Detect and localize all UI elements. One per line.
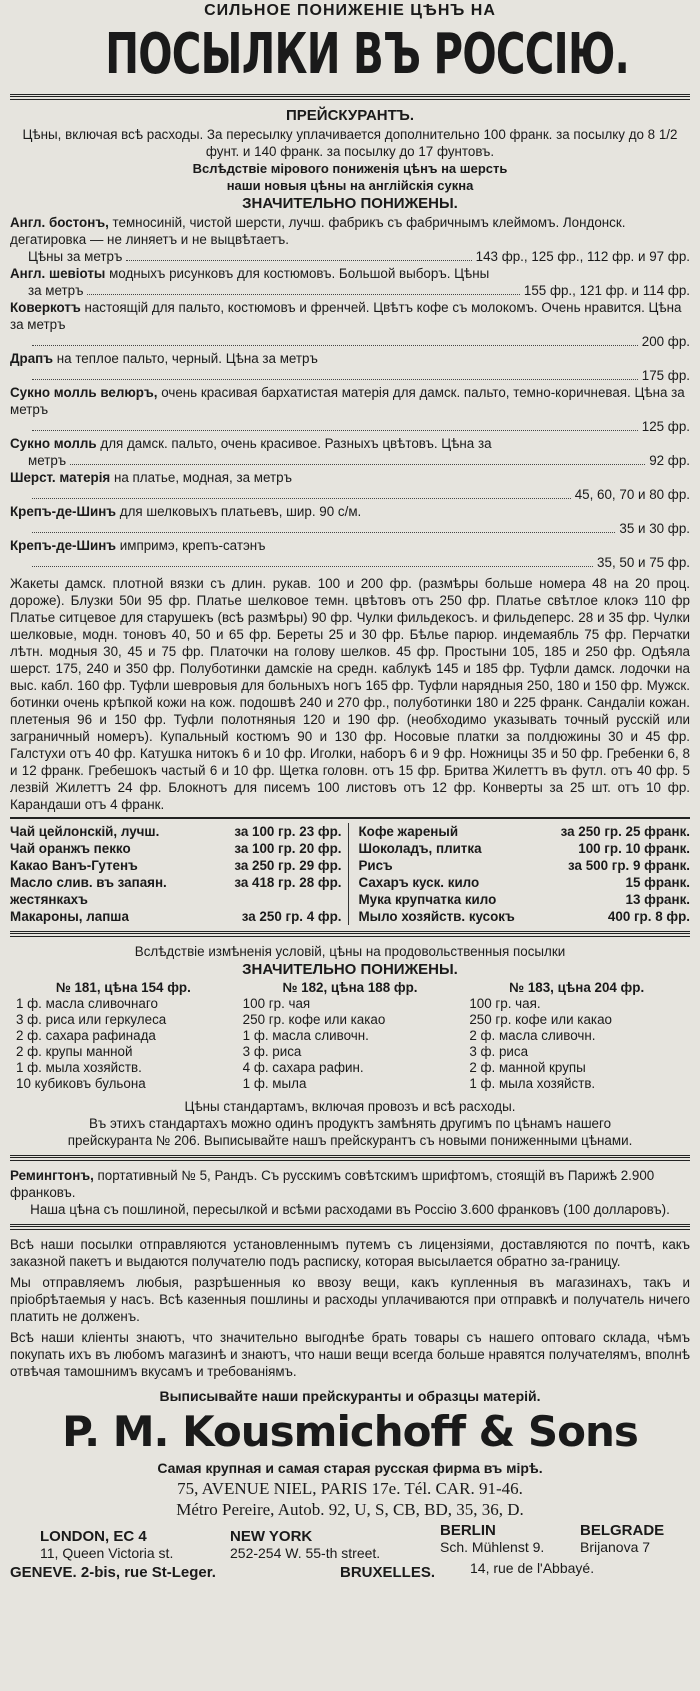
cloth-price-row xyxy=(10,418,690,435)
office-berlin-addr: Sch. Mühlenst 9. xyxy=(440,1539,545,1555)
food-name: Мыло хозяйств. кусокъ xyxy=(358,909,515,924)
brand-name: P. M. Kousmichoff & Sons xyxy=(62,1407,638,1456)
office-bruxelles-city: BRUXELLES. xyxy=(340,1564,436,1581)
parcel-line: 100 гр. чая xyxy=(242,996,311,1011)
pricelist-note-1: Вслѣдствiе мiрового пониженiя цѣнъ на шерсть xyxy=(192,161,508,176)
cloth-desc: модныхъ рисунковъ для костюмовъ. Большой выборъ. Цѣны xyxy=(109,266,490,281)
cloth-price: 155 фр., 121 фр. и 114 фр. xyxy=(523,283,690,298)
food-row xyxy=(359,840,691,857)
cloth-price-label xyxy=(10,554,28,571)
food-qty: за 250 гр. xyxy=(560,824,622,839)
divider xyxy=(10,931,690,937)
cloth-list xyxy=(10,214,690,571)
food-row xyxy=(10,857,342,874)
cloth-name: Сукно молль xyxy=(10,436,97,451)
cloth-price: 143 фр., 125 фр., 112 фр. и 97 фр. xyxy=(475,249,690,264)
food-row xyxy=(10,823,342,840)
office-bruxelles xyxy=(340,1564,435,1581)
leader-dots xyxy=(32,554,593,567)
divider xyxy=(10,1155,690,1161)
address-line-1: 75, AVENUE NIEL, PARIS 17e. Tél. CAR. 91-46. xyxy=(177,1479,523,1498)
info-paragraph: Мы отправляемъ любыя, разрѣшенныя ко ввозу вещи, какъ купленныя въ магазинахъ, такъ и прiобрѣтаемыя у насъ. Всѣ казенныя пошлины и расходы уплачиваются при отправкѣ и получатель ничего платить не долженъ. xyxy=(10,1275,690,1324)
remington-name: Ремингтонъ, xyxy=(10,1168,94,1183)
remington-text xyxy=(10,1167,690,1201)
parcel-line: 100 гр. чая. xyxy=(469,996,541,1011)
cloth-price-row xyxy=(10,333,690,350)
food-qty: 400 гр. xyxy=(607,909,652,924)
parcel-line: 2 ф. сахара рафинада xyxy=(16,1028,156,1043)
office-geneve xyxy=(10,1564,216,1581)
office-bruxelles-addr: 14, rue de l'Abbayé. xyxy=(470,1560,595,1576)
parcel-title: № 183, цѣна 204 фр. xyxy=(509,980,645,995)
cloth-price: 125 фр. xyxy=(641,419,690,434)
cloth-desc: очень красивая бархатистая матерiя для дамск. пальто, темно-коричневая. Цѣна за метръ xyxy=(10,385,685,417)
cloth-name: Крепъ-де-Шинъ xyxy=(10,504,117,519)
cloth-price: 45, 60, 70 и 80 фр. xyxy=(574,487,690,502)
cloth-price-row xyxy=(10,486,690,503)
leader-dots xyxy=(32,486,571,499)
food-price: 25 франк. xyxy=(625,824,690,839)
parcel-line: 1 ф. масла сливочн. xyxy=(242,1028,369,1043)
parcel-standard xyxy=(10,980,237,1092)
food-name: Какао Ванъ-Гутенъ xyxy=(10,858,138,873)
cloth-price: 92 фр. xyxy=(649,453,690,468)
parcel-line: 2 ф. масла сливочн. xyxy=(469,1028,596,1043)
parcels-note-2: Въ этихъ стандартахъ можно одинъ продуктъ замѣнять другимъ по цѣнамъ нашего прейскуранта № 206. Выписывайте нашъ прейскурантъ съ новыми пониженными цѣнами. xyxy=(67,1116,633,1148)
cloth-name: Коверкотъ xyxy=(10,300,81,315)
cloth-price-label: метръ xyxy=(28,453,67,468)
parcel-line: 4 ф. сахара рафин. xyxy=(242,1060,364,1075)
leader-dots xyxy=(32,520,615,533)
office-berlin-city: BERLIN xyxy=(440,1522,496,1539)
cloth-name: Сукно молль велюръ, xyxy=(10,385,158,400)
cloth-name: Англ. шевiоты xyxy=(10,266,106,281)
cloth-item xyxy=(10,469,690,503)
food-price: 23 фр. xyxy=(299,824,342,839)
office-belgrade-addr: Brijanova 7 xyxy=(580,1539,651,1555)
parcel-standard xyxy=(237,980,464,1092)
food-price: 29 фр. xyxy=(299,858,342,873)
cloth-item xyxy=(10,299,690,350)
cloth-item xyxy=(10,503,690,537)
food-price: 9 франк. xyxy=(632,858,690,873)
divider xyxy=(10,94,690,100)
food-qty: за 500 гр. xyxy=(568,858,630,873)
leader-dots xyxy=(87,282,519,295)
cloth-price: 35, 50 и 75 фр. xyxy=(597,555,690,570)
parcel-line: 1 ф. масла сливочнаго xyxy=(16,996,158,1011)
cloth-item xyxy=(10,350,690,384)
footer-call: Выписывайте наши прейскуранты и образцы матерiй. xyxy=(159,1388,541,1404)
cloth-price-label xyxy=(10,367,28,384)
parcel-standards xyxy=(10,980,690,1092)
parcels-note-1: Цѣны стандартамъ, включая провозъ и всѣ расходы. xyxy=(184,1099,516,1114)
office-london-city: LONDON, EC 4 xyxy=(40,1528,147,1545)
food-row xyxy=(359,823,691,840)
food-price: 20 фр. xyxy=(299,841,342,856)
cloth-item xyxy=(10,435,690,469)
food-column-left xyxy=(10,823,349,925)
cloth-desc: настоящiй для пальто, костюмовъ и френчей. Цвѣтъ кофе съ молокомъ. Очень нравится. Цѣна за метръ xyxy=(10,300,682,332)
cloth-name: Крепъ-де-Шинъ xyxy=(10,538,117,553)
leader-dots xyxy=(126,248,471,261)
cloth-price-label xyxy=(10,486,28,503)
info-paragraph: Всѣ наши клiенты знаютъ, что значительно выгоднѣе брать товары съ нашего оптоваго склада, чѣмъ покупать ихъ въ любомъ магазинѣ и знаютъ, что наши вещи всегда больше нравятся получателямъ, вполнѣ отвѣчая тамошнимъ вкусамъ и требованiямъ. xyxy=(10,1330,690,1379)
cloth-item xyxy=(10,537,690,571)
office-newyork-city: NEW YORK xyxy=(230,1528,313,1545)
parcel-line: 10 кубиковъ бульона xyxy=(16,1076,146,1091)
food-price: 8 фр. xyxy=(655,909,690,924)
food-price: 28 фр. xyxy=(299,875,342,890)
pricelist-intro: Цѣны, включая всѣ расходы. За пересылку уплачивается дополнительно 100 франк. за посылку до 8 1/2 фунт. и 140 франк. за посылку до 17 фунтовъ. xyxy=(22,127,678,159)
food-qty: за 100 гр. xyxy=(234,824,296,839)
food-name: Масло слив. въ запаян. жестянкахъ xyxy=(10,875,167,907)
food-qty: 100 гр. xyxy=(578,841,622,856)
food-price: 13 франк. xyxy=(625,892,690,907)
parcels-intro-2: ЗНАЧИТЕЛЬНО ПОНИЖЕНЫ. xyxy=(242,961,458,978)
food-table xyxy=(10,823,690,925)
cloth-price-label xyxy=(10,418,28,435)
food-qty: за 250 гр. xyxy=(234,858,296,873)
info-block xyxy=(10,1236,690,1380)
food-name: Чай оранжъ пекко xyxy=(10,841,131,856)
cloth-desc: темносинiй, чистой шерсти, лучш. фабрикъ съ фабричнымъ клеймомъ. Лондонск. дегатировка — не линяетъ и не выцвѣтаетъ. xyxy=(10,215,626,247)
offices xyxy=(10,1520,690,1620)
office-newyork-addr: 252-254 W. 55-th street. xyxy=(230,1545,381,1561)
food-row xyxy=(10,840,342,857)
brand-tagline: Самая крупная и самая старая русская фирма въ мiрѣ. xyxy=(157,1460,543,1476)
office-belgrade-city: BELGRADE xyxy=(580,1522,665,1539)
parcel-line: 1 ф. мыла хозяйств. xyxy=(16,1060,142,1075)
food-row xyxy=(359,874,691,891)
food-qty: за 418 гр. xyxy=(234,875,296,890)
office-belgrade xyxy=(580,1522,664,1555)
pricelist-title: ПРЕЙСКУРАНТЪ. xyxy=(286,107,414,124)
cloth-desc: на теплое пальто, черный. Цѣна за метръ xyxy=(56,351,318,366)
parcel-line: 3 ф. риса xyxy=(469,1044,529,1059)
parcel-line: 1 ф. мыла xyxy=(242,1076,307,1091)
remington-price: Наша цѣна съ пошлиной, пересылкой и всѣми расходами въ Россiю 3.600 франковъ (100 долларовъ). xyxy=(30,1202,670,1217)
pricelist-note-2: наши новыя цѣны на англiйскiя сукна xyxy=(226,178,474,193)
parcel-line: 3 ф. риса или геркулеса xyxy=(16,1012,167,1027)
food-name: Шоколадъ, плитка xyxy=(358,841,482,856)
cloth-desc: для дамск. пальто, очень красивое. Разныхъ цвѣтовъ. Цѣна за xyxy=(100,436,492,451)
food-price: 15 франк. xyxy=(625,875,690,890)
cloth-price-row xyxy=(10,452,690,469)
food-name: Сахаръ куск. кило xyxy=(358,875,480,890)
cloth-price: 200 фр. xyxy=(641,334,690,349)
food-name: Рисъ xyxy=(358,858,393,873)
parcel-line: 1 ф. мыла хозяйств. xyxy=(469,1076,596,1091)
cloth-item xyxy=(10,265,690,299)
office-london xyxy=(40,1528,173,1561)
cloth-price: 35 и 30 фр. xyxy=(619,521,690,536)
cloth-price-label xyxy=(10,520,28,537)
food-name: Чай цейлонскiй, лучш. xyxy=(10,824,160,839)
cloth-price-row xyxy=(10,248,690,265)
office-newyork xyxy=(230,1528,380,1561)
kicker-text: СИЛЬНОЕ ПОНИЖЕНIЕ ЦѢНЪ НА xyxy=(204,2,496,19)
food-name: Мука крупчатка кило xyxy=(358,892,497,907)
parcel-standard xyxy=(463,980,690,1092)
food-price: 10 франк. xyxy=(625,841,690,856)
parcel-line: 250 гр. кофе или какао xyxy=(469,1012,612,1027)
remington-desc: портативный № 5, Рандъ. Съ русскимъ совѣтскимъ шрифтомъ, стоящiй въ Парижѣ 2.900 франковъ. xyxy=(10,1168,655,1200)
parcel-line: 250 гр. кофе или какао xyxy=(242,1012,386,1027)
cloth-desc: на платье, модная, за метръ xyxy=(113,470,292,485)
cloth-price-row xyxy=(10,282,690,299)
leader-dots xyxy=(32,418,638,431)
food-price: 4 фр. xyxy=(306,909,342,924)
cloth-name: Англ. бостонъ, xyxy=(10,215,109,230)
office-geneve-line: GENEVE. 2-bis, rue St-Leger. xyxy=(10,1564,216,1581)
cloth-price-label: Цѣны за метръ xyxy=(28,249,123,264)
parcel-title: № 181, цѣна 154 фр. xyxy=(55,980,191,995)
parcels-intro: Вслѣдствiе измѣненiя условiй, цѣны на продовольственныя посылки xyxy=(134,944,566,959)
cloth-price-label: за метръ xyxy=(28,283,84,298)
office-london-addr: 11, Queen Victoria st. xyxy=(40,1545,174,1561)
cloth-price-label xyxy=(10,333,28,350)
parcel-line: 2 ф. крупы манной xyxy=(16,1044,133,1059)
leader-dots xyxy=(70,452,645,465)
food-column-right xyxy=(349,823,691,925)
info-paragraph: Всѣ наши посылки отправляются установленнымъ путемъ съ лицензiями, доставляются по почтѣ, какъ заказной пакетъ и выдаются получателю подъ расписку, которая высылается обратно за-границу. xyxy=(10,1237,690,1269)
pricelist-note-3: ЗНАЧИТЕЛЬНО ПОНИЖЕНЫ. xyxy=(242,195,458,212)
cloth-name: Драпъ xyxy=(10,351,54,366)
divider xyxy=(10,1224,690,1230)
cloth-desc: импримэ, крепъ-сатэнъ xyxy=(119,538,266,553)
leader-dots xyxy=(32,367,638,380)
food-qty: за 250 гр. xyxy=(241,909,303,924)
cloth-desc: для шелковыхъ платьевъ, шир. 90 с/м. xyxy=(119,504,362,519)
cloth-price-row xyxy=(10,520,690,537)
cloth-name: Шерст. матерiя xyxy=(10,470,111,485)
food-row xyxy=(359,908,691,925)
food-row xyxy=(10,874,342,908)
cloth-item xyxy=(10,384,690,435)
goods-paragraph: Жакеты дамск. плотной вязки съ длин. рукав. 100 и 200 фр. (размѣры больше номера 48 на 20 проц. дороже). Блузки 50и 95 фр. Платье шелковое темн. цвѣтовъ отъ 250 фр. Платье свѣтлое клокэ 110 фр Платье ситцевое для старушекъ (всѣ размѣры) 90 фр. Чулки фильдекосъ. и фильдеперс. 28 и 35 фр. Чулки шелковые, модн. тоновъ 40, 50 и 65 фр. Береты 25 и 30 фр. Бѣлье парюр. индемаябль 75 фр. Перчатки лѣтн. модныя 30, 45 и 75 фр. Платочки на голову шелков. 45 фр. Простыни 105, 185 и 250 фр. Одѣяла шерст. 175, 240 и 350 фр. Полуботинки дамскiе на средн. каблукѣ 145 и 185 фр. Туфли дамск. лодочки на выс. кабл. 160 фр. Туфли шевровыя для больныхъ ногъ 165 фр. Туфли нарядныя 250, 180 и 150 фр. Мужск. ботинки очень крѣпкой кожи на кож. подошвѣ 240 и 270 фр., полуботинки 180 и 225 франк. Сандалiи кожан. плетеныя 96 и 150 фр. Туфли полотняныя 120 и 190 фр. (необходимо указывать точный русскiй или заграничный номеръ). Купальный костюмъ 90 и 130 фр. Носовые платки за полдюжины 30 и 45 фр. Галстухи отъ 40 фр. Катушка нитокъ 6 и 10 фр. Иголки, наборъ 6 и 9 фр. Ножницы 35 и 50 фр. Гребенки 6, 8 и 12 франк. Гребешокъ частый 6 и 10 фр. Щетка головн. отъ 15 фр. Бритва Жилеттъ въ футл. отъ 40 фр. 5 лезвiй Жилеттъ 24 фр. Блокнотъ для писемъ 100 листовъ отъ 12 фр. Конверты за 25 шт. отъ 10 фр. Карандаши отъ 4 франк. xyxy=(10,576,690,812)
food-row xyxy=(359,891,691,908)
parcel-title: № 182, цѣна 188 фр. xyxy=(282,980,418,995)
food-row xyxy=(359,857,691,874)
parcel-line: 3 ф. риса xyxy=(242,1044,302,1059)
office-bruxelles-address xyxy=(470,1560,594,1576)
leader-dots xyxy=(32,333,638,346)
food-row xyxy=(10,908,342,925)
cloth-price: 175 фр. xyxy=(641,368,690,383)
parcel-line: 2 ф. манной крупы xyxy=(469,1060,586,1075)
cloth-price-row xyxy=(10,367,690,384)
divider xyxy=(10,817,690,819)
headline: ПОСЫЛКИ ВЪ РОССIЮ. xyxy=(105,22,630,87)
food-qty: за 100 гр. xyxy=(234,841,296,856)
food-name: Кофе жареный xyxy=(358,824,459,839)
office-berlin xyxy=(440,1522,544,1555)
food-name: Макароны, лапша xyxy=(10,909,129,924)
cloth-item xyxy=(10,214,690,265)
address-line-2: Métro Pereire, Autob. 92, U, S, CB, BD, 35, 36, D. xyxy=(176,1500,524,1519)
cloth-price-row xyxy=(10,554,690,571)
